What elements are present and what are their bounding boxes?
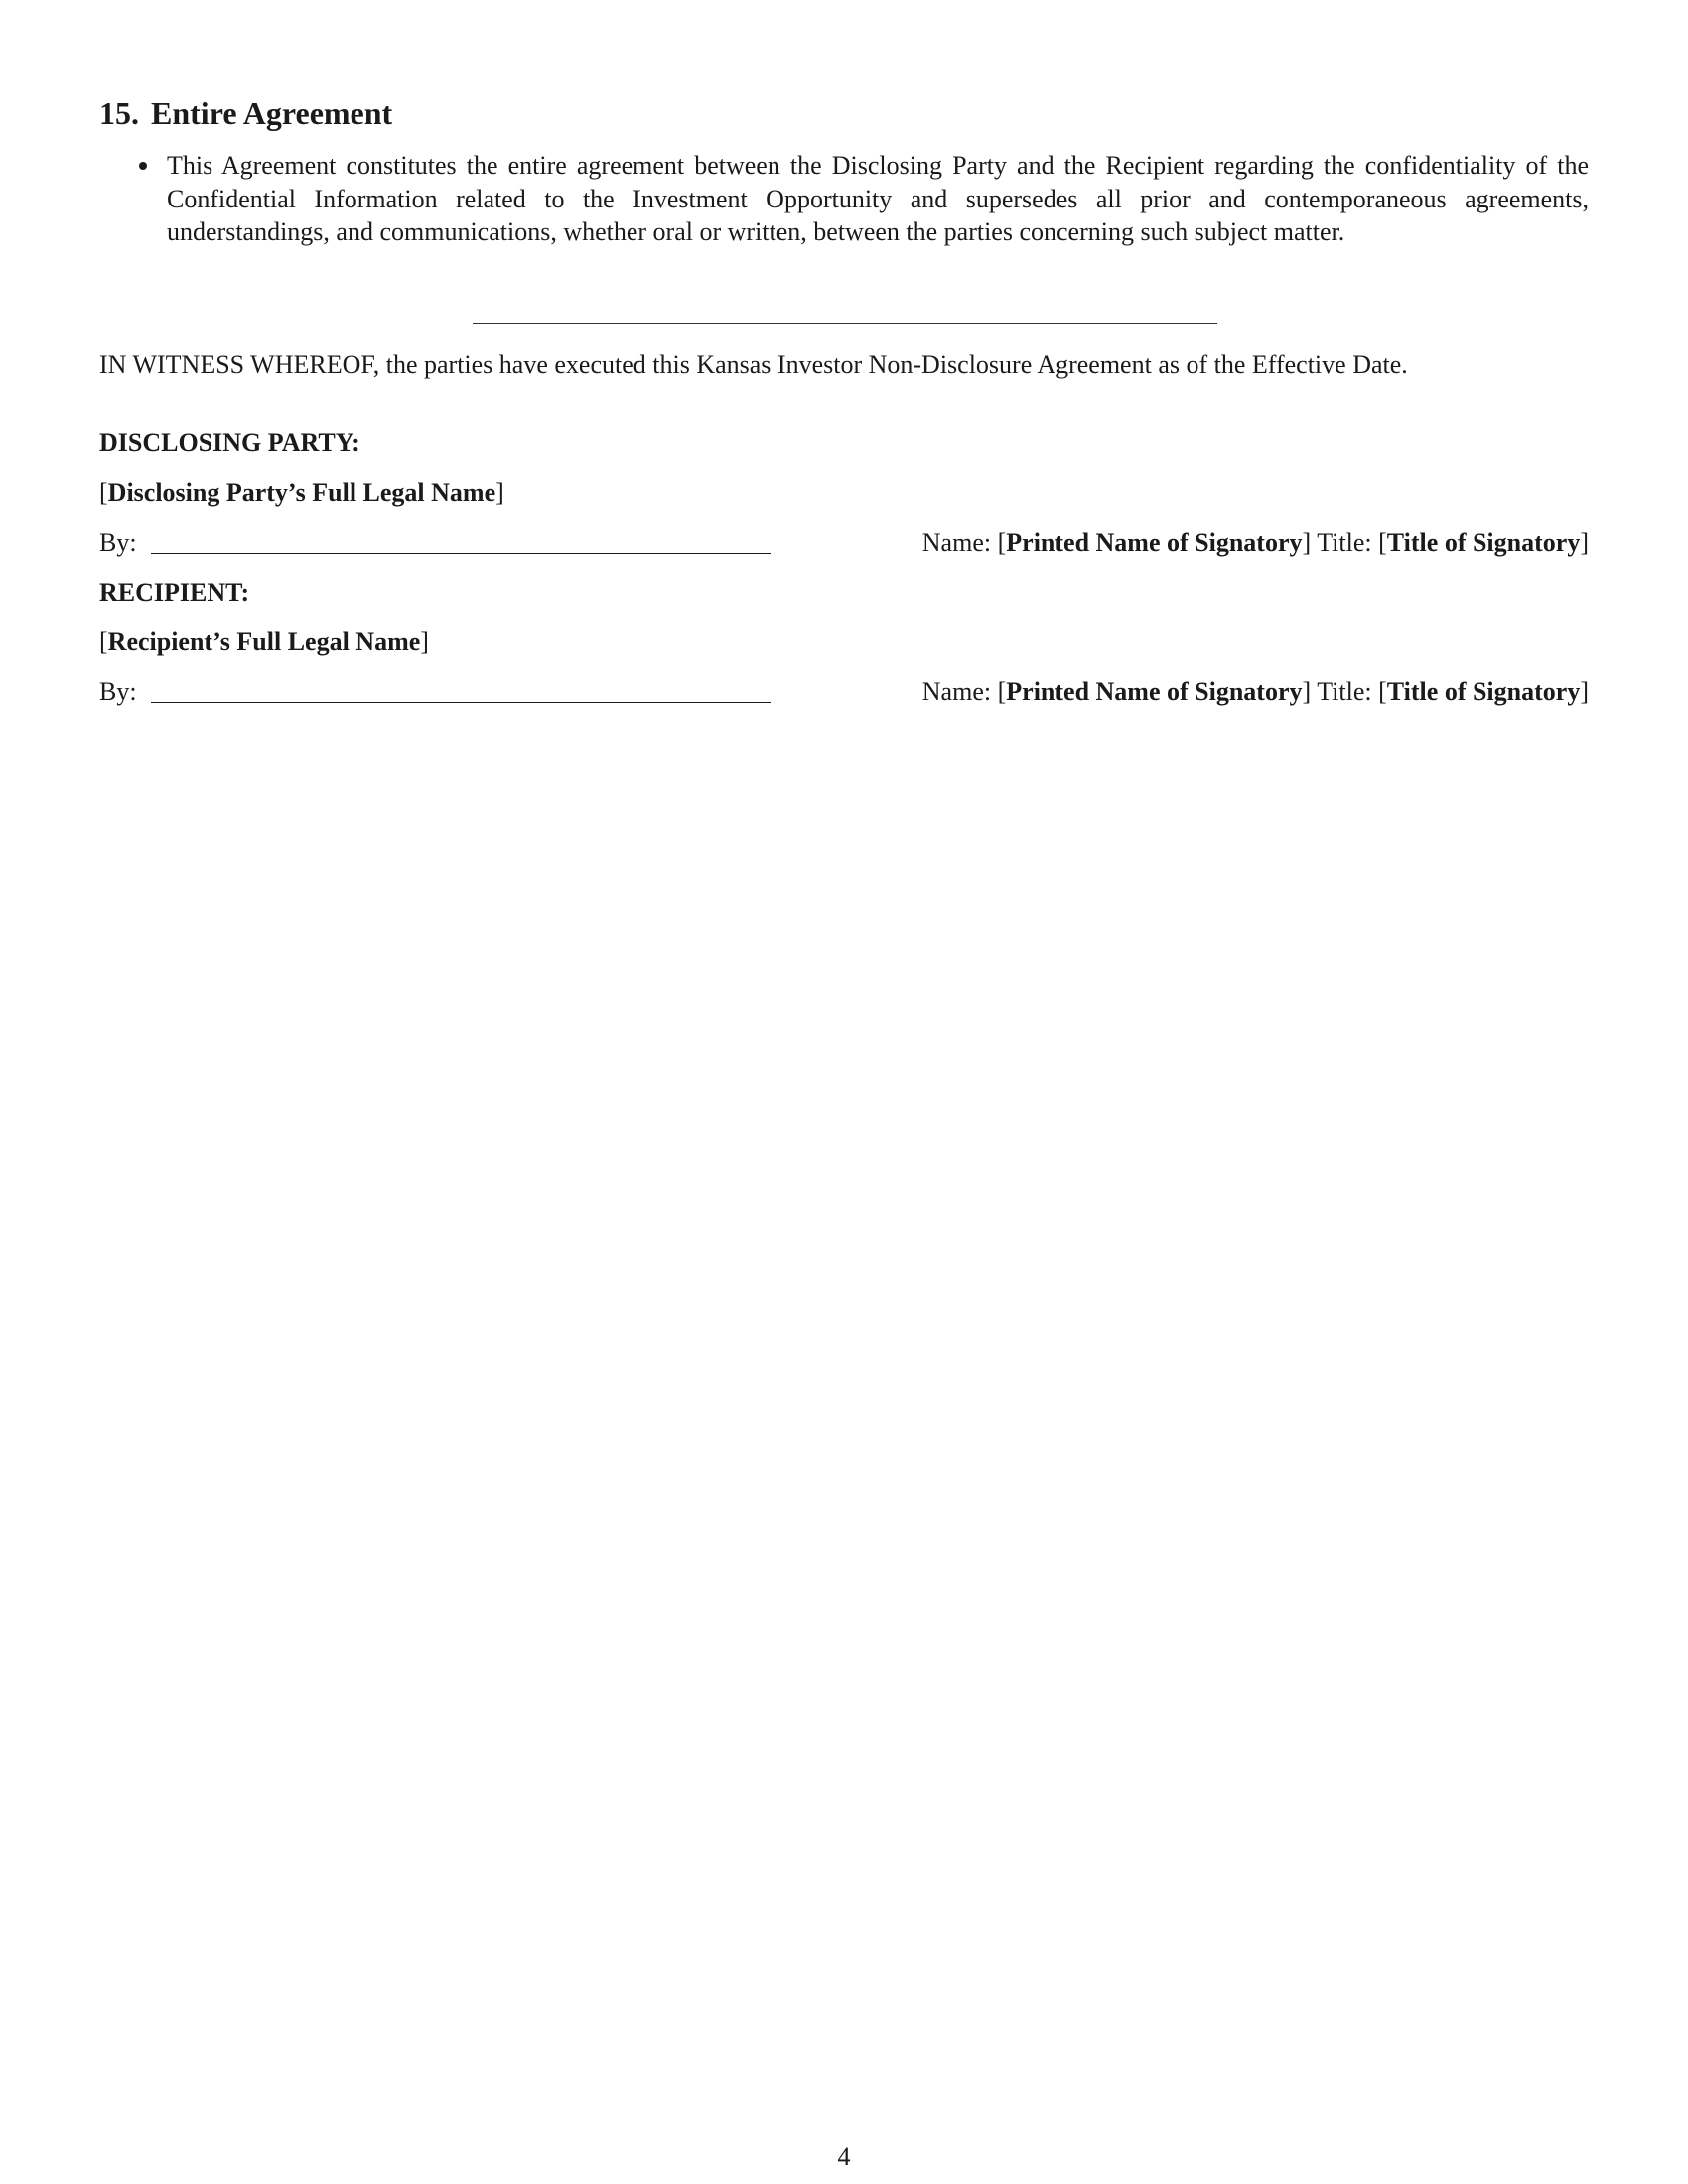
disclosing-party-name-placeholder: Disclosing Party’s Full Legal Name bbox=[107, 478, 496, 507]
signature-blank bbox=[151, 553, 771, 554]
section-heading bbox=[99, 93, 392, 133]
recipient-name-placeholder: Recipient’s Full Legal Name bbox=[107, 627, 421, 656]
bullet-text: This Agreement constitutes the entire agreement between the Disclosing Party and the Recipient regarding the confidentiality of the Confidential Information related to the Investment Opportunity and supersedes all prior and contemporaneous agreements, understandings, and communications, whether oral or written, between the parties concerning such subject matter. bbox=[167, 151, 1589, 246]
title-label: Title: bbox=[1317, 528, 1372, 557]
by-label: By: bbox=[99, 528, 137, 557]
section-bullet-list bbox=[99, 149, 1589, 249]
witness-clause: IN WITNESS WHEREOF, the parties have executed this Kansas Investor Non-Disclosure Agreement as of the Effective Date. bbox=[99, 350, 1408, 379]
by-label: By: bbox=[99, 677, 137, 706]
document-page bbox=[99, 0, 1589, 2184]
recipient-label: RECIPIENT: bbox=[99, 578, 250, 607]
recipient-name: [Recipient’s Full Legal Name] bbox=[99, 627, 429, 656]
title-placeholder: Title of Signatory bbox=[1386, 677, 1581, 706]
printed-name-placeholder: Printed Name of Signatory bbox=[1006, 528, 1303, 557]
title-placeholder: Title of Signatory bbox=[1386, 528, 1581, 557]
bullet-icon bbox=[139, 162, 147, 170]
section-title: Entire Agreement bbox=[151, 95, 393, 131]
page-number: 4 bbox=[837, 2142, 851, 2171]
signature-blank bbox=[151, 702, 771, 703]
printed-name-placeholder: Printed Name of Signatory bbox=[1006, 677, 1303, 706]
name-label: Name: bbox=[921, 528, 992, 557]
signatory-details: Name: [Printed Name of Signatory] Title: [Title of Signatory] bbox=[921, 528, 1589, 557]
section-divider bbox=[473, 323, 1217, 324]
signatory-details: Name: [Printed Name of Signatory] Title: [Title of Signatory] bbox=[921, 677, 1589, 706]
section-number: 15. bbox=[99, 95, 139, 131]
name-label: Name: bbox=[921, 677, 992, 706]
disclosing-party-name: [Disclosing Party’s Full Legal Name] bbox=[99, 478, 504, 507]
title-label: Title: bbox=[1317, 677, 1372, 706]
disclosing-party-label: DISCLOSING PARTY: bbox=[99, 428, 360, 457]
recipient-signature-line bbox=[99, 675, 1589, 709]
disclosing-signature-line bbox=[99, 526, 1589, 560]
list-item bbox=[99, 149, 1589, 249]
